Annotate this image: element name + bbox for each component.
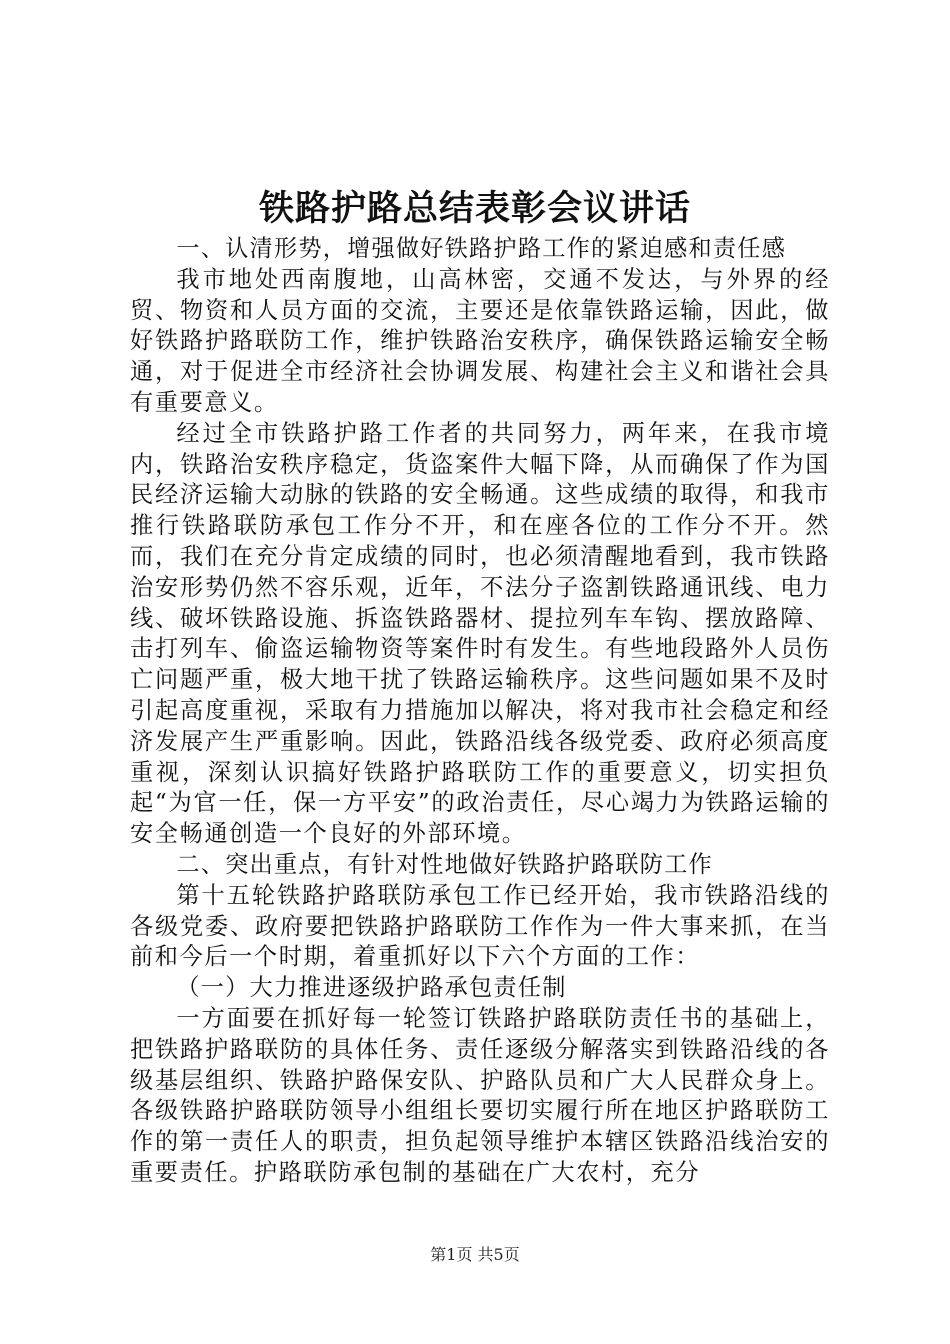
paragraph-3: 第十五轮铁路护路联防承包工作已经开始，我市铁路沿线的各级党委、政府要把铁路护路联防工作作为一件大事来抓，在当前和今后一个时期，着重抓好以下六个方面的工作： <box>130 881 830 971</box>
paragraph-2: 经过全市铁路护路工作者的共同努力，两年来，在我市境内，铁路治安秩序稳定，货盗案件大幅下降，从而确保了作为国民经济运输大动脉的铁路的安全畅通。这些成绩的取得，和我市推行铁路联防承包工作分不开，和在座各位的工作分不开。然而，我们在充分肯定成绩的同时，也必须清醒地看到，我市铁路治安形势仍然不容乐观，近年，不法分子盗割铁路通讯线、电力线、破坏铁路设施、拆盗铁路器材、提拉列车车钩、摆放路障、击打列车、偷盗运输物资等案件时有发生。有些地段路外人员伤亡问题严重，极大地干扰了铁路运输秩序。这些问题如果不及时引起高度重视，采取有力措施加以解决，将对我市社会稳定和经济发展产生严重影响。因此，铁路沿线各级党委、政府必须高度重视，深刻认识搞好铁路护路联防工作的重要意义，切实担负起“为官一任，保一方平安”的政治责任，尽心竭力为铁路运输的安全畅通创造一个良好的外部环境。 <box>130 419 830 848</box>
paragraph-4: 一方面要在抓好每一轮签订铁路护路联防责任书的基础上，把铁路护路联防的具体任务、责任逐级分解落实到铁路沿线的各级基层组织、铁路护路保安队、护路队员和广大人民群众身上。各级铁路护路联防领导小组组长要切实履行所在地区护路联防工作的第一责任人的职责，担负起领导维护本辖区铁路沿线治安的重要责任。护路联防承包制的基础在广大农村，充分 <box>130 1004 830 1186</box>
section-heading-1: 一、认清形势，增强做好铁路护路工作的紧迫感和责任感 <box>176 235 787 262</box>
section-heading-2: 二、突出重点，有针对性地做好铁路护路联防工作 <box>176 850 713 878</box>
document-body <box>130 234 830 1189</box>
subsection-heading-1: （一）大力推进逐级护路承包责任制 <box>176 974 567 1002</box>
page-footer: 第1页 共5页 <box>430 1245 520 1264</box>
document-title: 铁路护路总结表彰会议讲话 <box>258 189 691 229</box>
paragraph-1: 我市地处西南腹地，山高林密，交通不发达，与外界的经贸、物资和人员方面的交流，主要还是依靠铁路运输，因此，做好铁路护路联防工作，维护铁路治安秩序，确保铁路运输安全畅通，对于促进全市经济社会协调发展、构建社会主义和谐社会具有重要意义。 <box>130 265 830 416</box>
